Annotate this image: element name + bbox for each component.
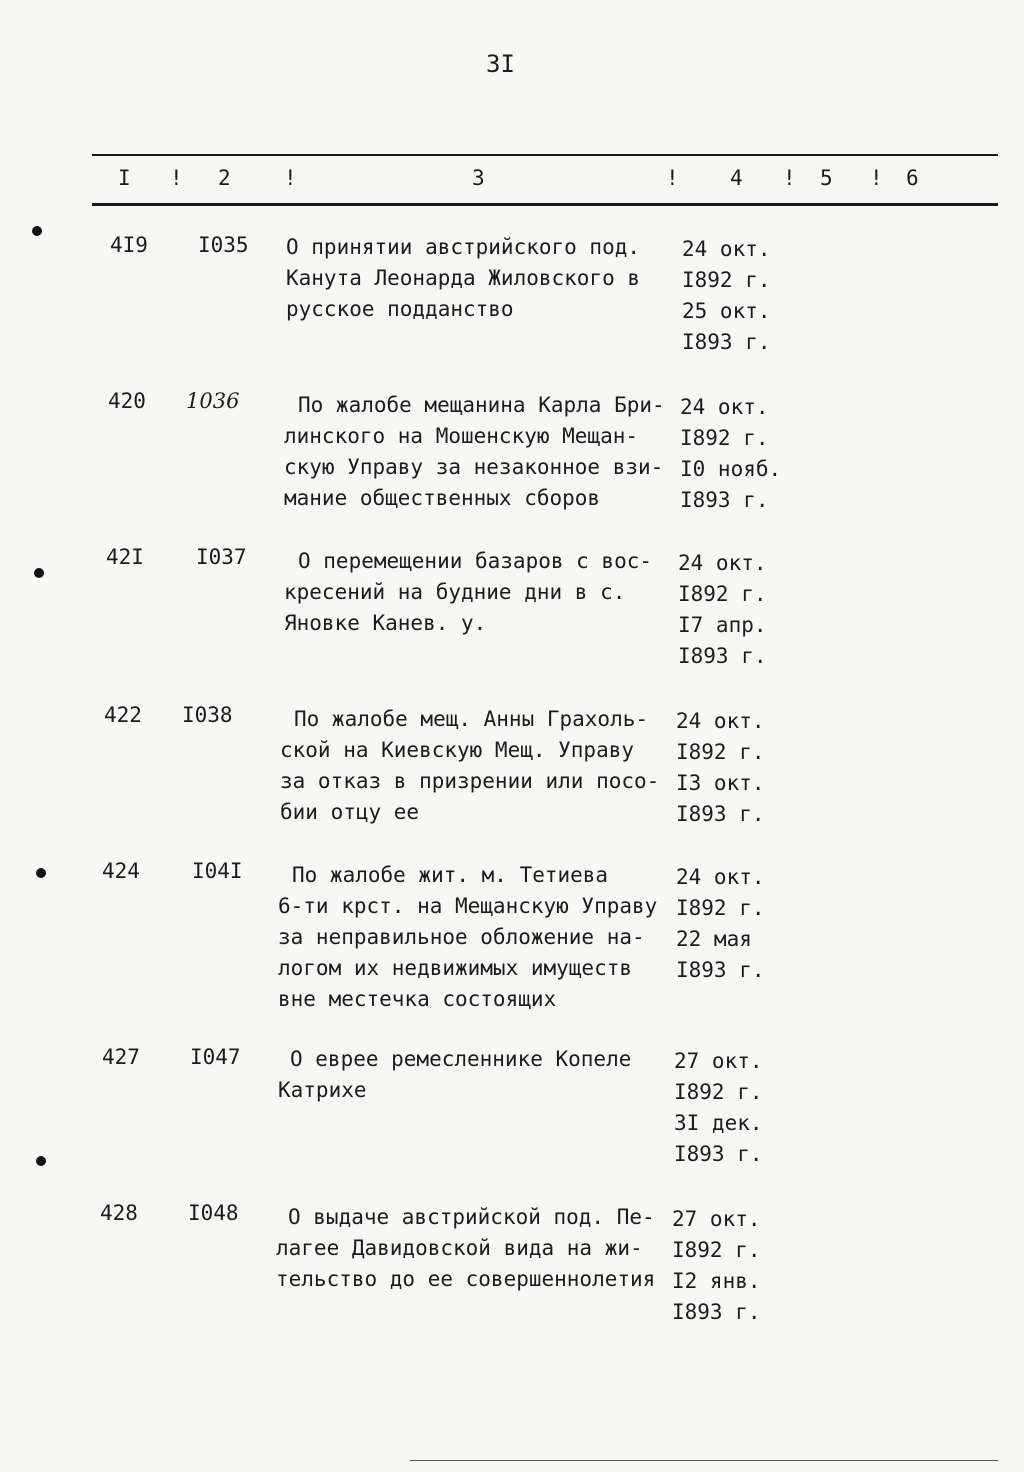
header-separator: ! bbox=[870, 166, 883, 190]
date-line: 24 окт. bbox=[680, 395, 769, 419]
table-top-rule bbox=[92, 154, 998, 156]
date-line: I892 г. bbox=[674, 1080, 763, 1104]
entry-title bbox=[284, 390, 688, 514]
title-line: Катрихе bbox=[278, 1078, 367, 1102]
date-line: 24 окт. bbox=[678, 551, 767, 575]
table-header bbox=[0, 166, 1024, 196]
title-line: По жалобе мещанина Карла Бри- bbox=[298, 393, 665, 417]
title-line: линского на Мошенскую Мещан- bbox=[284, 424, 639, 448]
entry-number: 4I9 bbox=[110, 233, 148, 257]
entry-number: 428 bbox=[100, 1201, 138, 1225]
entry-file-number: I048 bbox=[188, 1201, 239, 1225]
date-line: 24 окт. bbox=[676, 709, 765, 733]
date-line: 27 окт. bbox=[672, 1207, 761, 1231]
title-line: мание общественных сборов bbox=[284, 486, 601, 510]
title-line: вне местечка состоящих bbox=[278, 987, 557, 1011]
header-col-5: 5 bbox=[820, 166, 833, 190]
title-line: 6-ти крст. на Мещанскую Управу bbox=[278, 894, 658, 918]
date-line: 24 окт. bbox=[676, 865, 765, 889]
title-line: О выдаче австрийской под. Пе- bbox=[288, 1205, 655, 1229]
date-line: 27 окт. bbox=[674, 1049, 763, 1073]
entry-title bbox=[284, 546, 688, 639]
date-line: I893 г. bbox=[682, 330, 771, 354]
date-line: 22 мая bbox=[676, 927, 752, 951]
entry-number: 42I bbox=[106, 545, 144, 569]
date-line: I892 г. bbox=[676, 740, 765, 764]
date-line: I892 г. bbox=[676, 896, 765, 920]
entry-title bbox=[278, 1044, 680, 1106]
title-line: за отказ в призрении или посо- bbox=[280, 769, 660, 793]
title-line: тельство до ее совершеннолетия bbox=[276, 1267, 656, 1291]
title-line: скую Управу за незаконное взи- bbox=[284, 455, 664, 479]
title-line: ской на Киевскую Мещ. Управу bbox=[280, 738, 635, 762]
header-col-6: 6 bbox=[906, 166, 919, 190]
title-line: О принятии австрийского под. bbox=[286, 235, 641, 259]
date-line: I3 окт. bbox=[676, 771, 765, 795]
title-line: О перемещении базаров с вос- bbox=[298, 549, 653, 573]
entry-number: 420 bbox=[108, 389, 146, 413]
header-col-4: 4 bbox=[730, 166, 743, 190]
title-line: кресений на будние дни в с. bbox=[284, 580, 626, 604]
header-col-2: 2 bbox=[218, 166, 231, 190]
date-line: 25 окт. bbox=[682, 299, 771, 323]
entry-number: 422 bbox=[104, 703, 142, 727]
title-line: русское подданство bbox=[286, 297, 514, 321]
footer-rule bbox=[410, 1460, 998, 1461]
entry-dates bbox=[678, 548, 788, 672]
title-line: По жалобе мещ. Анны Грахоль- bbox=[294, 707, 649, 731]
entry-file-number: I04I bbox=[192, 859, 243, 883]
title-line: логом их недвижимых имуществ bbox=[278, 956, 633, 980]
title-line: О еврее ремесленнике Копеле bbox=[290, 1047, 632, 1071]
date-line: I2 янв. bbox=[672, 1269, 761, 1293]
entry-dates bbox=[682, 234, 792, 358]
header-separator: ! bbox=[284, 166, 297, 190]
table-header-rule bbox=[92, 203, 998, 206]
date-line: I893 г. bbox=[678, 644, 767, 668]
entry-dates bbox=[674, 1046, 784, 1170]
entry-title bbox=[276, 1202, 678, 1295]
entry-dates bbox=[676, 862, 786, 986]
entry-title bbox=[278, 860, 682, 1015]
entry-title bbox=[286, 232, 676, 325]
date-line: I893 г. bbox=[672, 1300, 761, 1324]
binding-hole-mark bbox=[32, 226, 42, 236]
date-line: I0 нояб. bbox=[680, 457, 782, 481]
page-number: 3I bbox=[486, 50, 515, 78]
header-col-1: I bbox=[118, 166, 131, 190]
binding-hole-mark bbox=[36, 868, 46, 878]
binding-hole-mark bbox=[34, 568, 44, 578]
date-line: I892 г. bbox=[682, 268, 771, 292]
date-line: I893 г. bbox=[674, 1142, 763, 1166]
entry-dates bbox=[676, 706, 786, 830]
header-separator: ! bbox=[170, 166, 183, 190]
entry-number: 427 bbox=[102, 1045, 140, 1069]
date-line: I893 г. bbox=[676, 958, 765, 982]
entry-number: 424 bbox=[102, 859, 140, 883]
entry-file-number: 1036 bbox=[186, 389, 240, 413]
header-col-3: 3 bbox=[472, 166, 485, 190]
entry-file-number: I047 bbox=[190, 1045, 241, 1069]
title-line: Канута Леонарда Жиловского в bbox=[286, 266, 641, 290]
date-line: I893 г. bbox=[680, 488, 769, 512]
title-line: бии отцу ее bbox=[280, 800, 420, 824]
entry-file-number: I035 bbox=[198, 233, 249, 257]
date-line: I892 г. bbox=[678, 582, 767, 606]
date-line: I892 г. bbox=[680, 426, 769, 450]
binding-hole-mark bbox=[36, 1156, 46, 1166]
entry-file-number: I037 bbox=[196, 545, 247, 569]
title-line: лагее Давидовской вида на жи- bbox=[276, 1236, 643, 1260]
date-line: I7 апр. bbox=[678, 613, 767, 637]
date-line: 3I дек. bbox=[674, 1111, 763, 1135]
entry-dates bbox=[672, 1204, 782, 1328]
date-line: I892 г. bbox=[672, 1238, 761, 1262]
entry-dates bbox=[680, 392, 790, 516]
title-line: По жалобе жит. м. Тетиева bbox=[292, 863, 609, 887]
header-separator: ! bbox=[783, 166, 796, 190]
date-line: 24 окт. bbox=[682, 237, 771, 261]
date-line: I893 г. bbox=[676, 802, 765, 826]
entry-title bbox=[280, 704, 684, 828]
title-line: за неправильное обложение на- bbox=[278, 925, 645, 949]
header-separator: ! bbox=[666, 166, 679, 190]
entry-file-number: I038 bbox=[182, 703, 233, 727]
title-line: Яновке Канев. у. bbox=[284, 611, 487, 635]
